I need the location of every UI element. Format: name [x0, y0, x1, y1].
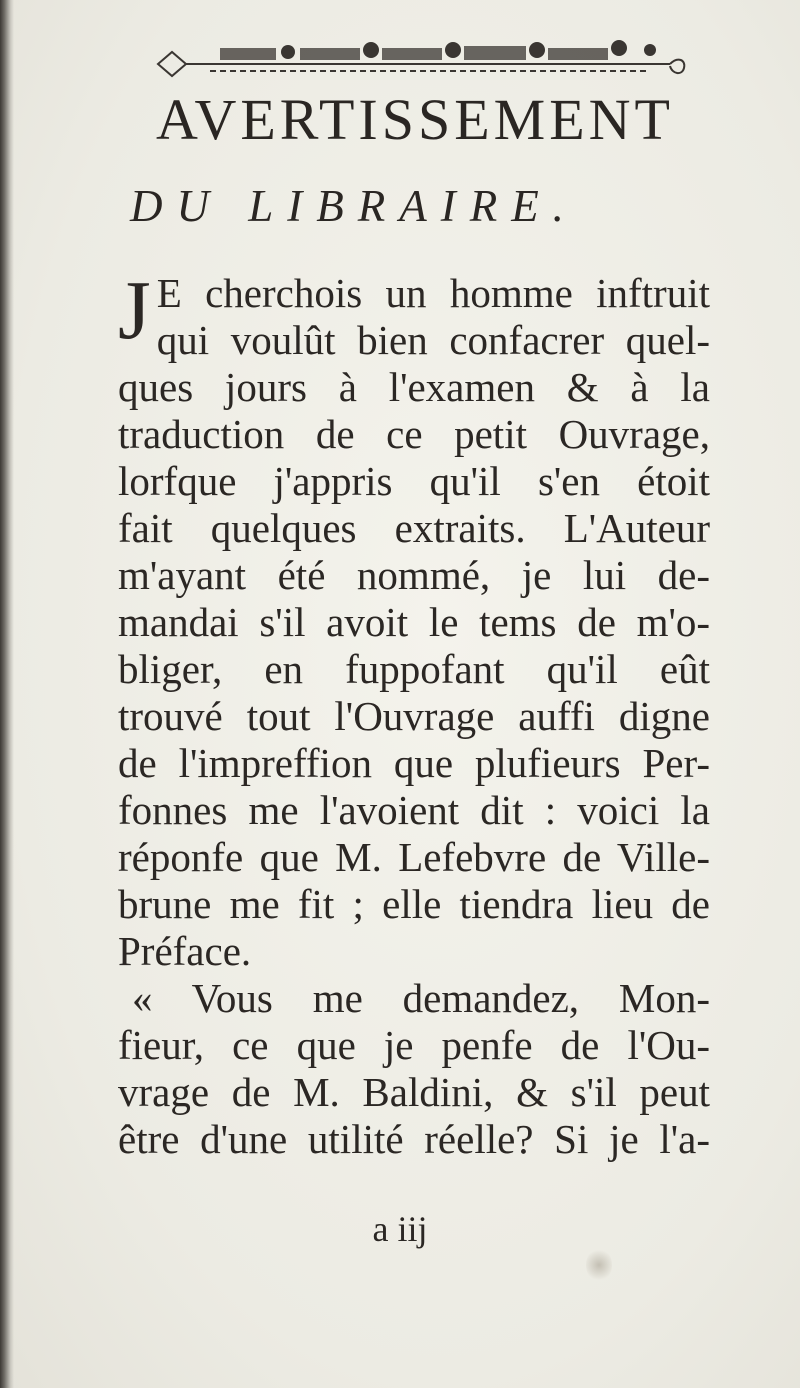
- text-line: de l'impreffion que plufieurs Per-: [118, 740, 710, 786]
- page-subtitle: DU LIBRAIRE.: [130, 181, 578, 231]
- text-line: réponfe que M. Lefebvre de Ville-: [118, 834, 710, 880]
- text-line: Préface.: [118, 928, 252, 974]
- text-line: fieur, ce que je penfe de l'Ou-: [118, 1022, 710, 1068]
- binding-edge: [0, 0, 14, 1388]
- opening-block: [118, 270, 710, 364]
- main-text: [118, 270, 710, 1163]
- text-line: brune me fit ; elle tiendra lieu de: [118, 881, 710, 927]
- text-line: m'ayant été nommé, je lui de-: [118, 552, 710, 598]
- text-line: traduction de ce petit Ouvrage,: [118, 411, 710, 457]
- signature-mark: a iij: [372, 1209, 428, 1249]
- ink-blot: [586, 1248, 612, 1282]
- page-title: AVERTISSEMENT: [156, 87, 674, 152]
- text-line: vrage de M. Baldini, & s'il peut: [118, 1069, 710, 1115]
- text-line: mandai s'il avoit le tems de m'o-: [118, 599, 710, 645]
- text-line: fait quelques extraits. L'Auteur: [118, 505, 710, 551]
- drop-cap: J: [118, 270, 151, 357]
- text-line: E cherchois un homme inftruit: [156, 270, 710, 316]
- decorative-headpiece-ornament: [150, 38, 690, 82]
- text-line: lorfque j'appris qu'il s'en étoit: [118, 458, 710, 504]
- text-line: fonnes me l'avoient dit : voici la: [118, 787, 710, 833]
- text-line: bliger, en fuppofant qu'il eût: [118, 646, 710, 692]
- text-line: trouvé tout l'Ouvrage auffi digne: [118, 693, 710, 739]
- text-line: ques jours à l'examen & à la: [118, 364, 710, 410]
- text-line: « Vous me demandez, Mon-: [132, 975, 710, 1021]
- text-line: qui voulût bien confacrer quel-: [156, 317, 710, 363]
- text-line: être d'une utilité réelle? Si je l'a-: [118, 1116, 710, 1162]
